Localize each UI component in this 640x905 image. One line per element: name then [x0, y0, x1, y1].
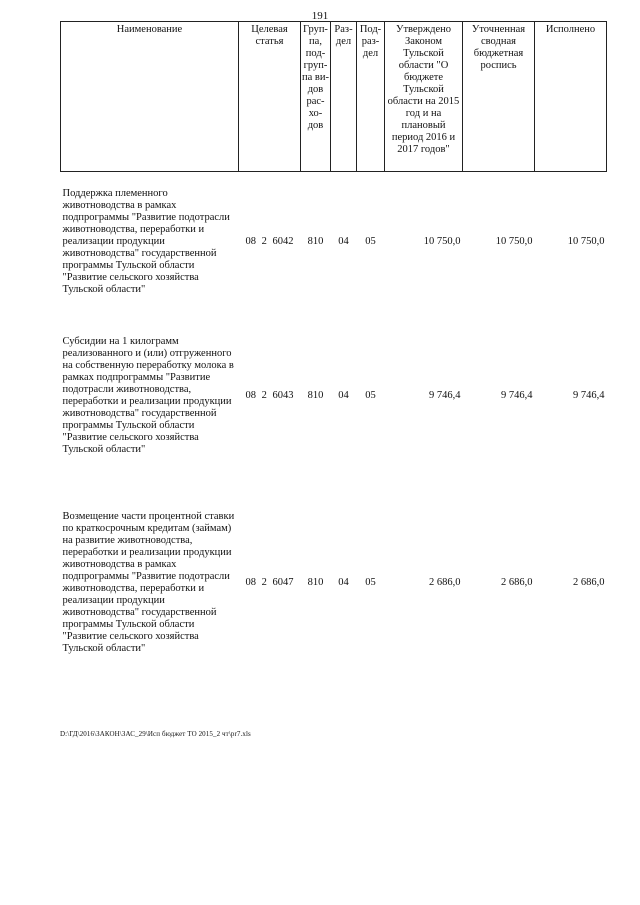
row-refined: 2 686,0 — [501, 576, 533, 588]
row-executed: 10 750,0 — [567, 235, 605, 247]
header-subsection: Под-раз-дел — [357, 22, 385, 172]
header-approved: Утверждено Законом Тульской области "О бюджете Тульской области на 2015 год и на плановый период 2016 и 2017 годов" — [385, 22, 463, 172]
header-row — [61, 22, 607, 172]
row-refined: 9 746,4 — [501, 389, 533, 401]
row-target: 08 2 6043 — [245, 389, 294, 401]
header-executed: Исполнено — [535, 22, 607, 172]
row-name: Поддержка племенного животноводства в рамках подпрограммы "Развитие подотрасли животноводства, переработки и реализации продукции животноводства" государственной программы Тульской области "Развитие сельского хозяйства Тульской области" — [62, 187, 230, 295]
row-subsection: 05 — [365, 235, 376, 247]
header-section: Раз-дел — [331, 22, 357, 172]
row-name: Субсидии на 1 килограмм реализованного и (или) отгруженного на собственную переработку молока в рамках подпрограммы "Развитие подотрасли животноводства, переработки и реализации продукции животноводства" государственной программы Тульской области "Развитие сельского хозяйства Тульской области" — [62, 335, 234, 455]
table-row — [61, 172, 607, 312]
row-refined: 10 750,0 — [495, 235, 533, 247]
row-group: 810 — [307, 235, 324, 247]
row-approved: 10 750,0 — [423, 235, 461, 247]
row-approved: 9 746,4 — [429, 389, 461, 401]
row-executed: 9 746,4 — [573, 389, 605, 401]
row-section: 04 — [338, 235, 349, 247]
budget-table — [60, 21, 607, 686]
header-name: Наименование — [61, 22, 239, 172]
row-subsection: 05 — [365, 389, 376, 401]
table-row — [61, 480, 607, 686]
row-target: 08 2 6047 — [245, 576, 294, 588]
row-subsection: 05 — [365, 576, 376, 588]
row-section: 04 — [338, 576, 349, 588]
row-target: 08 2 6042 — [245, 235, 294, 247]
header-group: Груп-па, под-груп-па ви-дов рас-хо-дов — [301, 22, 331, 172]
table-row — [61, 312, 607, 480]
header-refined: Уточненная сводная бюджетная роспись — [463, 22, 535, 172]
page-number: 191 — [311, 10, 329, 22]
row-executed: 2 686,0 — [573, 576, 605, 588]
row-group: 810 — [307, 576, 324, 588]
row-approved: 2 686,0 — [429, 576, 461, 588]
header-target: Целевая статья — [239, 22, 301, 172]
row-group: 810 — [307, 389, 324, 401]
file-path-footer: D:\ГД\2016\ЗАКОН\ЗАС_29\Исп бюджет ТО 2015_2 чт\pr7.xls — [60, 730, 251, 738]
row-section: 04 — [338, 389, 349, 401]
row-name: Возмещение части процентной ставки по краткосрочным кредитам (займам) на развитие животноводства, переработки и реализации продукции животноводства в рамках подпрограммы "Развитие подотрасли животноводства, переработки и реализации продукции животноводства" государственной программы Тульской области "Развитие сельского хозяйства Тульской области" — [62, 510, 235, 654]
